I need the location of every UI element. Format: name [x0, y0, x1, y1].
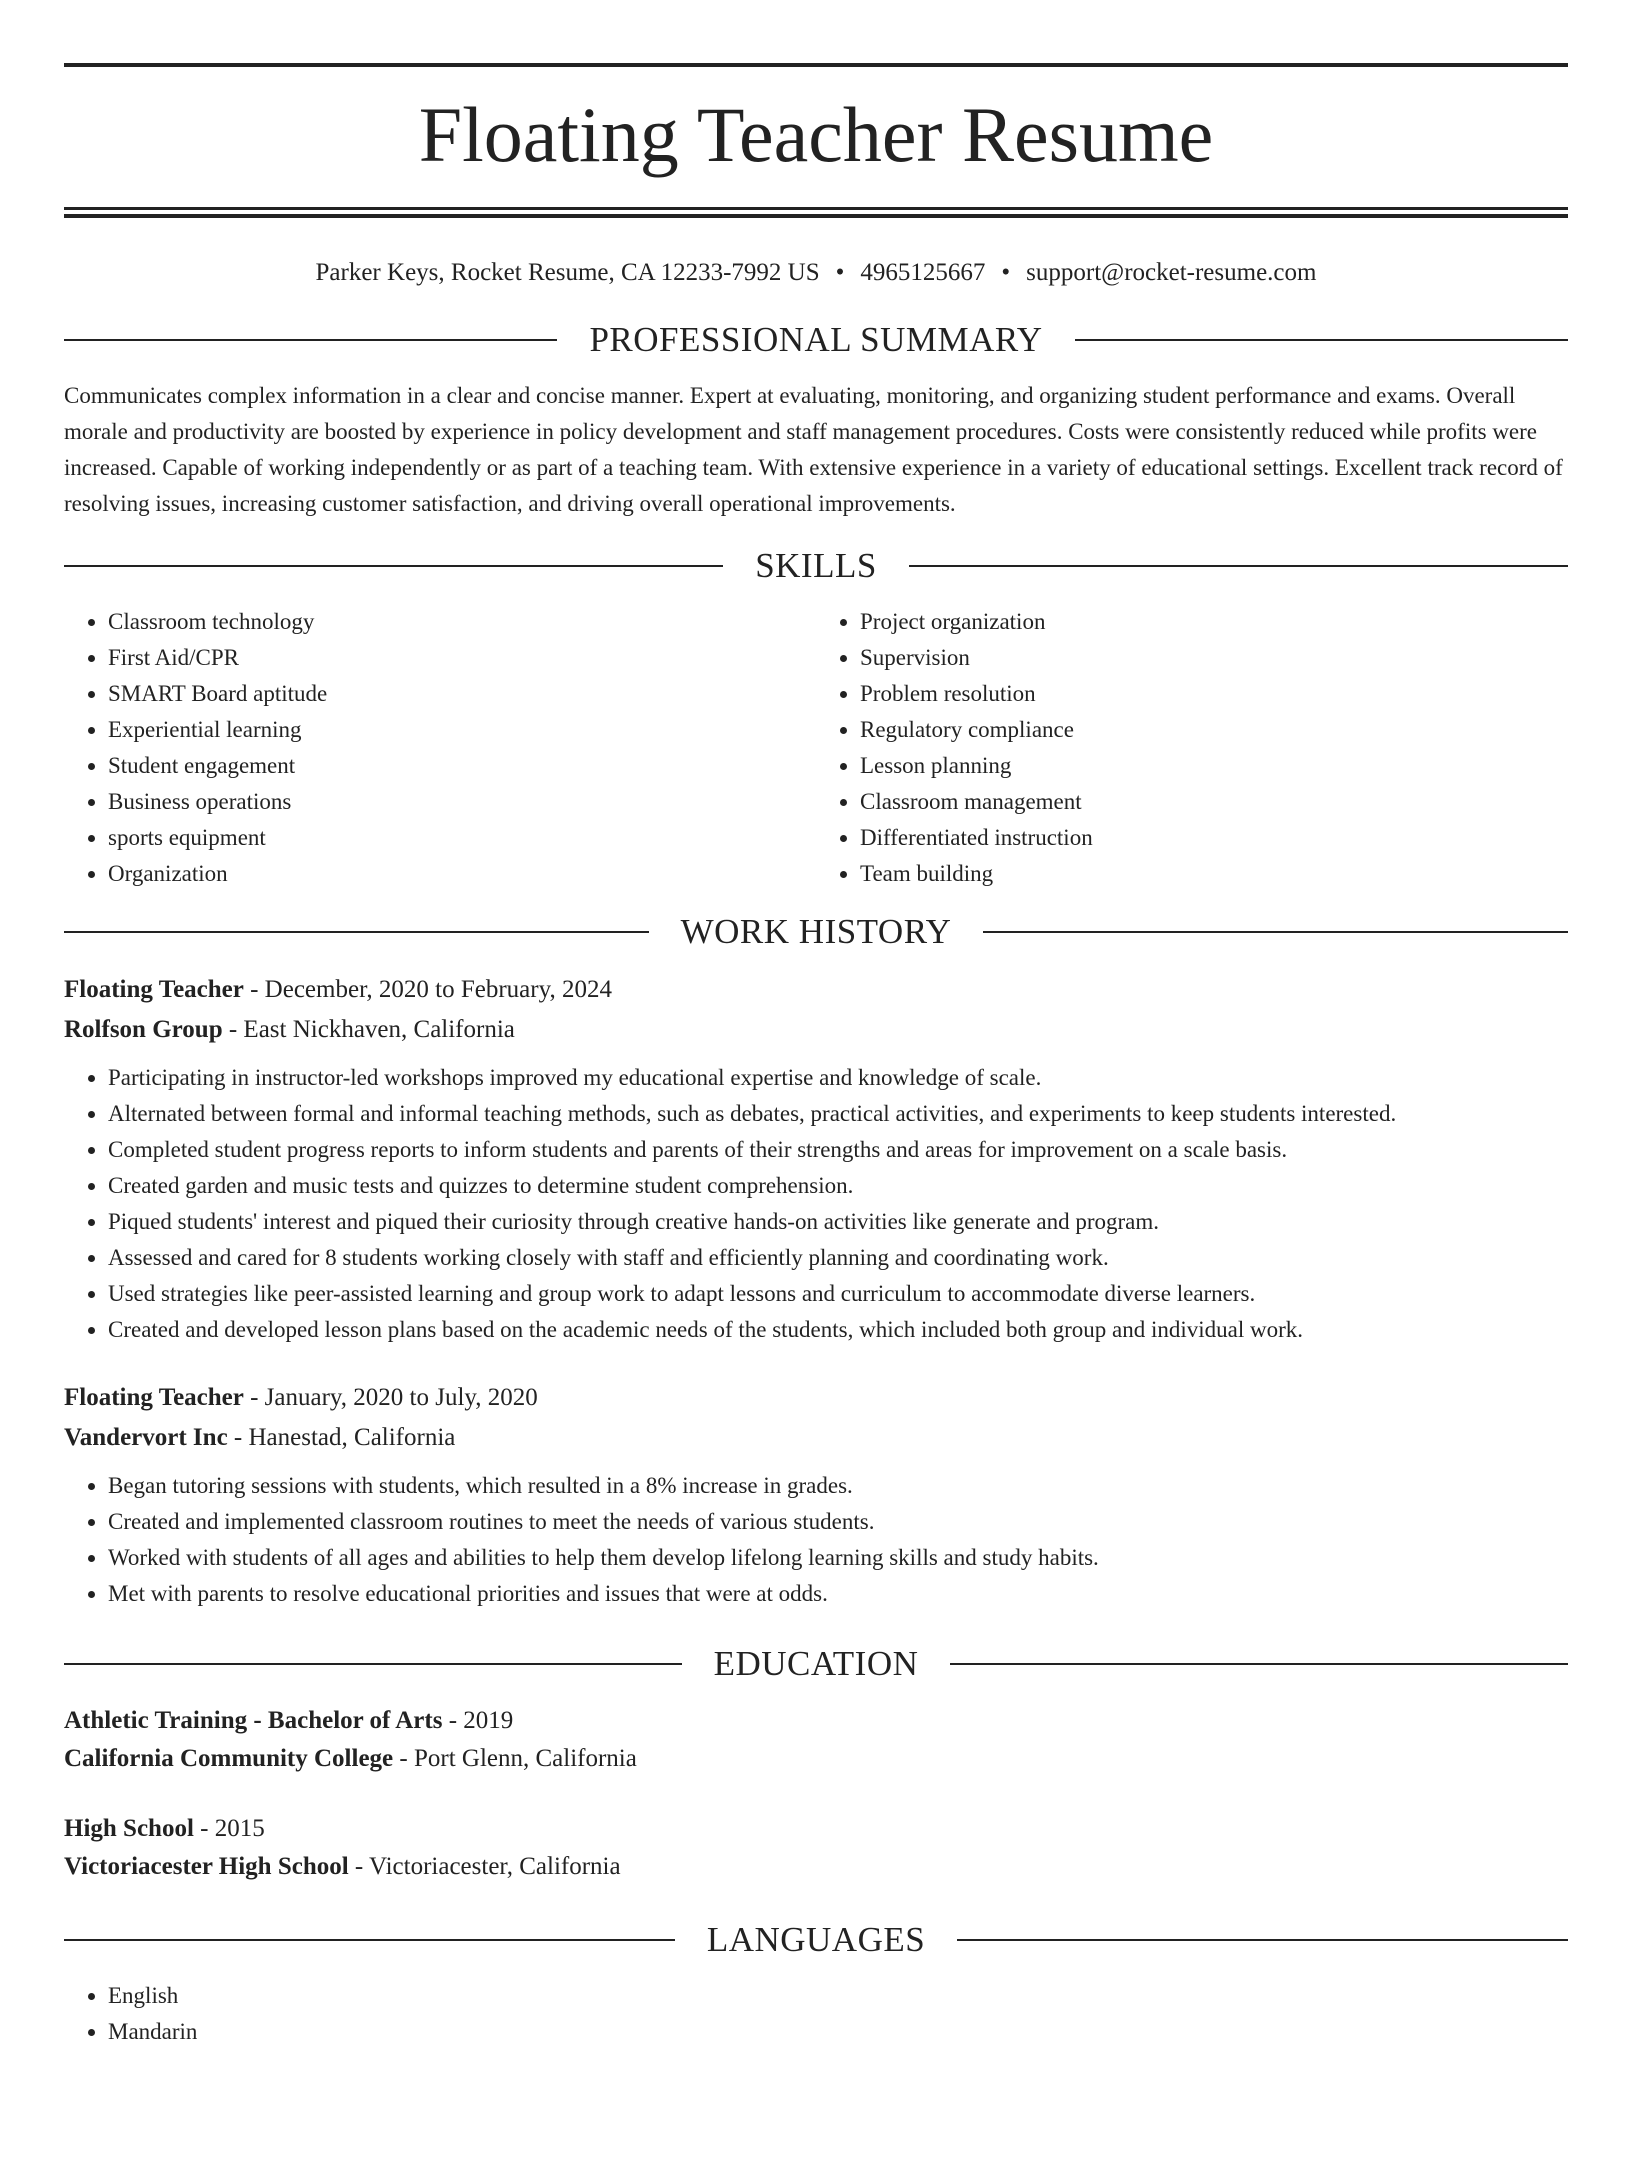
contact-address: Parker Keys, Rocket Resume, CA 12233-7992 US	[315, 259, 820, 286]
title-double-rule	[64, 207, 1568, 218]
contact-email[interactable]: support@rocket-resume.com	[1026, 259, 1317, 286]
job-bullets	[64, 1060, 1568, 1348]
education-year: - 2019	[448, 1707, 514, 1734]
job-bullet: • Met with parents to resolve educational priorities and issues that were at odds.	[108, 1576, 1568, 1612]
education-school: California Community College	[64, 1745, 394, 1772]
heading-rule	[64, 339, 557, 341]
work-history	[64, 970, 1568, 1612]
skills-heading-label: SKILLS	[755, 546, 877, 585]
contact-line	[64, 256, 1568, 290]
job-dates: - January, 2020 to July, 2020	[250, 1384, 538, 1411]
heading-rule	[1075, 339, 1568, 341]
skill-item: • Experiential learning	[108, 712, 816, 748]
education-location: - Victoriacester, California	[354, 1853, 621, 1880]
language-item: • English	[108, 1978, 1568, 2014]
skill-item: • Student engagement	[108, 748, 816, 784]
job-bullet: • Alternated between formal and informal teaching methods, such as debates, practical activities, and experiments to keep students interested.	[108, 1096, 1568, 1132]
summary-heading	[64, 318, 1568, 362]
job-title-line	[64, 970, 1568, 1010]
skill-item: • sports equipment	[108, 820, 816, 856]
education-degree: High School	[64, 1815, 194, 1842]
education-school-line	[64, 1848, 1568, 1886]
job-bullet: • Used strategies like peer-assisted learning and group work to adapt lessons and curriculum to accommodate diverse learners.	[108, 1276, 1568, 1312]
job-entry	[64, 970, 1568, 1348]
summary-heading-label: PROFESSIONAL SUMMARY	[589, 320, 1043, 359]
education-degree-line	[64, 1810, 1568, 1848]
education-heading	[64, 1642, 1568, 1686]
skill-item: • Project organization	[860, 604, 1568, 640]
skill-item: • Differentiated instruction	[860, 820, 1568, 856]
summary-text: Communicates complex information in a clear and concise manner. Expert at evaluating, monitoring, and organizing student performance and exams. Overall morale and productivity are boosted by experience in policy development and staff management procedures. Costs were consistently reduced while profits were increased. Capable of working independently or as part of a teaching team. With extensive experience in a variety of educational settings. Excellent track record of resolving issues, increasing customer satisfaction, and driving overall operational improvements.	[64, 383, 1563, 516]
education-entry	[64, 1702, 1568, 1778]
job-entry	[64, 1378, 1568, 1612]
education-entry	[64, 1810, 1568, 1886]
job-bullet: • Assessed and cared for 8 students working closely with staff and efficiently planning and coordinating work.	[108, 1240, 1568, 1276]
heading-rule	[957, 1939, 1568, 1941]
job-company-line	[64, 1418, 1568, 1458]
education-degree-line	[64, 1702, 1568, 1740]
work-heading-label: WORK HISTORY	[680, 912, 952, 951]
job-bullet: • Worked with students of all ages and abilities to help them develop lifelong learning skills and study habits.	[108, 1540, 1568, 1576]
work-heading	[64, 910, 1568, 954]
education-year: - 2015	[200, 1815, 265, 1842]
skills-grid	[64, 604, 1568, 892]
skill-item: • Supervision	[860, 640, 1568, 676]
contact-separator: •	[835, 259, 845, 286]
skill-item: • Business operations	[108, 784, 816, 820]
heading-rule	[64, 1939, 675, 1941]
job-company: Rolfson Group	[64, 1016, 223, 1043]
job-bullet: • Piqued students' interest and piqued their curiosity through creative hands-on activities like generate and program.	[108, 1204, 1568, 1240]
heading-rule	[64, 1663, 682, 1665]
language-item: • Mandarin	[108, 2014, 1568, 2050]
skills-heading	[64, 544, 1568, 588]
skills-list-left	[64, 604, 816, 892]
skill-item: • First Aid/CPR	[108, 640, 816, 676]
education-school: Victoriacester High School	[64, 1853, 349, 1880]
heading-rule	[909, 565, 1568, 567]
job-title-line	[64, 1378, 1568, 1418]
skill-item: • Regulatory compliance	[860, 712, 1568, 748]
job-company-line	[64, 1010, 1568, 1050]
education-heading-label: EDUCATION	[713, 1644, 919, 1683]
skill-item: • Team building	[860, 856, 1568, 892]
skills-list-right	[816, 604, 1568, 892]
title-block	[64, 63, 1568, 218]
contact-phone: 4965125667	[860, 259, 986, 286]
heading-rule	[950, 1663, 1568, 1665]
languages-heading-label: LANGUAGES	[706, 1920, 926, 1959]
education-school-line	[64, 1740, 1568, 1778]
education-degree: Athletic Training - Bachelor of Arts	[64, 1707, 443, 1734]
languages-heading	[64, 1918, 1568, 1962]
resume-page	[0, 63, 1632, 2175]
job-title: Floating Teacher	[64, 976, 244, 1003]
job-bullets	[64, 1468, 1568, 1612]
job-location: - East Nickhaven, California	[228, 1016, 515, 1043]
heading-rule	[64, 931, 649, 933]
contact-separator: •	[1001, 259, 1011, 286]
skill-item: • Classroom technology	[108, 604, 816, 640]
job-company: Vandervort Inc	[64, 1424, 228, 1451]
skills-column-left	[64, 604, 816, 892]
page-title: Floating Teacher Resume	[418, 91, 1214, 178]
skills-column-right	[816, 604, 1568, 892]
heading-rule	[983, 931, 1568, 933]
skill-item: • Problem resolution	[860, 676, 1568, 712]
job-bullet: • Created and implemented classroom routines to meet the needs of various students.	[108, 1504, 1568, 1540]
education-list	[64, 1702, 1568, 1886]
education-location: - Port Glenn, California	[399, 1745, 637, 1772]
job-bullet: • Created and developed lesson plans based on the academic needs of the students, which included both group and individual work.	[108, 1312, 1568, 1348]
job-bullet: • Created garden and music tests and quizzes to determine student comprehension.	[108, 1168, 1568, 1204]
job-dates: - December, 2020 to February, 2024	[250, 976, 612, 1003]
heading-rule	[64, 565, 723, 567]
job-location: - Hanestad, California	[233, 1424, 456, 1451]
job-bullet: • Participating in instructor-led workshops improved my educational expertise and knowledge of scale.	[108, 1060, 1568, 1096]
job-bullet: • Began tutoring sessions with students, which resulted in a 8% increase in grades.	[108, 1468, 1568, 1504]
skill-item: • Organization	[108, 856, 816, 892]
languages-list	[64, 1978, 1568, 2050]
job-bullet: • Completed student progress reports to inform students and parents of their strengths and areas for improvement on a scale basis.	[108, 1132, 1568, 1168]
skill-item: • Classroom management	[860, 784, 1568, 820]
skill-item: • Lesson planning	[860, 748, 1568, 784]
job-title: Floating Teacher	[64, 1384, 244, 1411]
skill-item: • SMART Board aptitude	[108, 676, 816, 712]
